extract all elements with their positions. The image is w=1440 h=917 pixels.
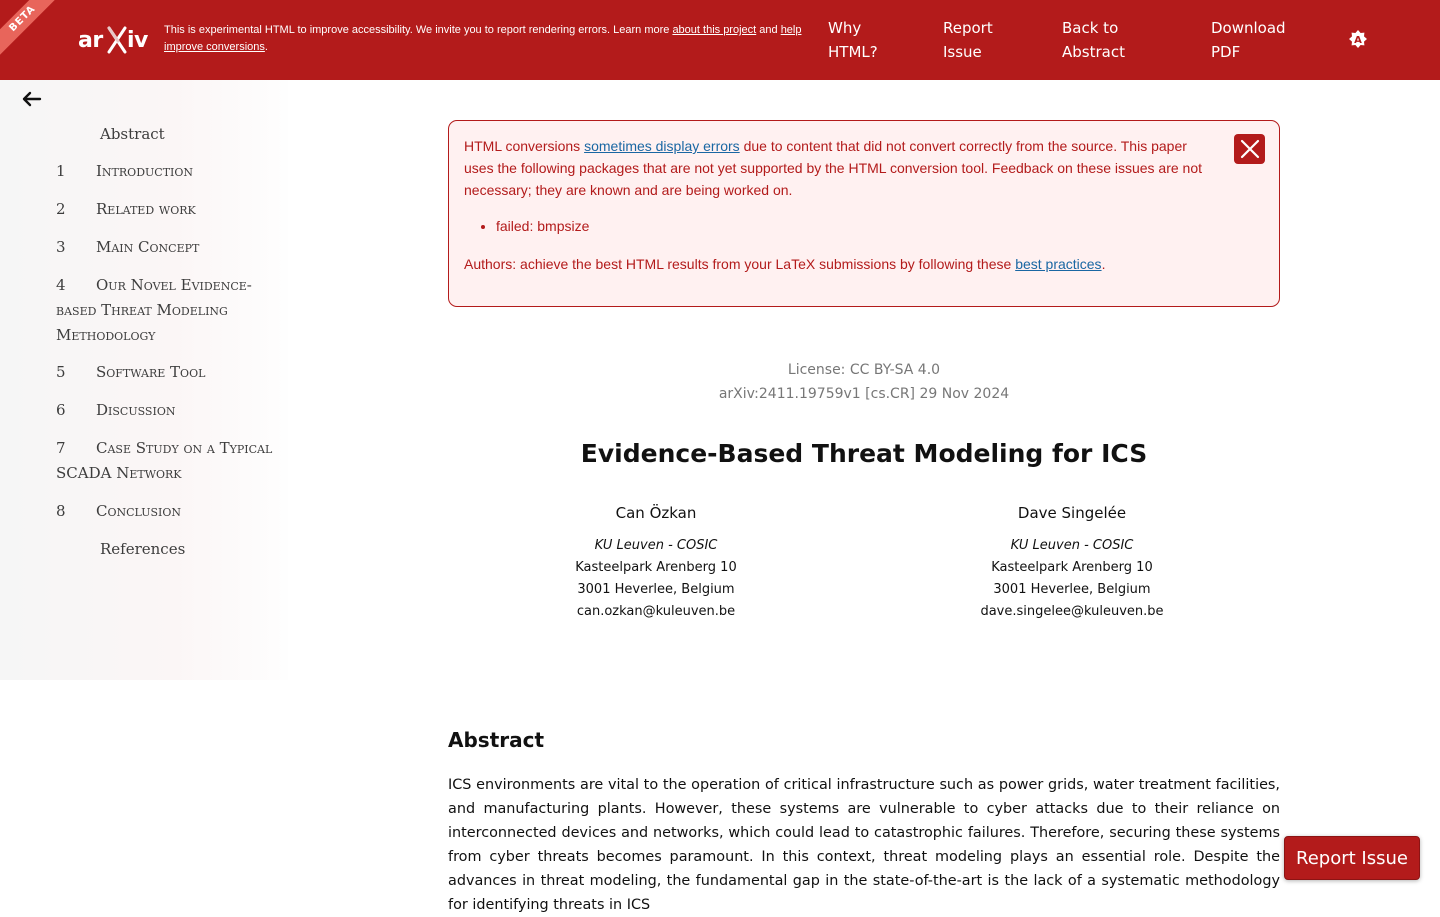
authors-advice <box>464 253 1215 275</box>
toc-label: Related work <box>96 200 196 218</box>
report-issue-button[interactable]: Report Issue <box>1284 836 1420 880</box>
close-error-button[interactable] <box>1234 134 1265 164</box>
toc-item-abstract[interactable] <box>100 122 320 147</box>
table-of-contents <box>0 80 288 680</box>
nav-back-to-abstract[interactable]: Back to Abstract <box>1062 19 1125 61</box>
toc-item-methodology[interactable] <box>56 273 276 348</box>
toc-label: References <box>100 540 186 558</box>
nav-why-html[interactable]: Why HTML? <box>828 19 878 61</box>
author-email: dave.singelee@kuleuven.be <box>980 604 1164 619</box>
toc-item-conclusion[interactable] <box>56 499 276 524</box>
toc-label: Introduction <box>96 162 194 180</box>
theme-toggle-icon[interactable] <box>1348 29 1368 49</box>
author-block <box>864 501 1280 623</box>
toc-label: Software Tool <box>96 363 206 381</box>
toc-label: Our Novel Evidence-based Threat Modeling Methodology <box>56 276 252 344</box>
nav-download-pdf[interactable]: Download PDF <box>1211 19 1286 61</box>
toc-item-discussion[interactable] <box>56 398 276 423</box>
author-email: can.ozkan@kuleuven.be <box>576 604 736 619</box>
svg-text:ar: ar <box>78 28 103 53</box>
author-address: Kasteelpark Arenberg 10 <box>991 560 1153 575</box>
author-affiliation <box>864 535 1280 623</box>
toc-label: Case Study on a Typical SCADA Network <box>56 439 273 482</box>
toc-number: 5 <box>56 363 66 381</box>
notice-text-end: . <box>264 41 268 53</box>
error-message <box>464 135 1215 201</box>
abstract-text: ICS environments are vital to the operation of critical infrastructure such as power grids, water treatment facilities, and manufacturing plants. However, these systems are vulnerable to cyber attacks due to their reliance on interconnected devices and networks, which could lead to catastrophic failures. Therefore, securing these systems from cyber threats becomes paramount. In this context, threat modeling plays an essential role. Despite the advances in threat modeling, the fundamental gap in the state-of-the-art is the lack of a systematic methodology for identifying threats in ICS <box>448 777 1280 913</box>
toc-number: 7 <box>56 439 66 457</box>
notice-text-mid: and <box>756 24 781 36</box>
author-org: KU Leuven - COSIC <box>594 538 718 553</box>
toc-number: 1 <box>56 162 66 180</box>
toc-label: Conclusion <box>96 502 182 520</box>
help-improve-link[interactable]: help improve conversions <box>164 24 802 53</box>
top-header <box>0 0 1440 80</box>
error-text: HTML conversions <box>464 138 585 154</box>
toc-number: 2 <box>56 200 66 218</box>
author-name: Can Özkan <box>615 504 697 522</box>
toc-label: Abstract <box>100 125 165 143</box>
notice-text: This is experimental HTML to improve accessibility. We invite you to report rendering errors. Learn more <box>164 24 673 36</box>
arxiv-logo[interactable] <box>78 22 154 58</box>
author-name: Dave Singelée <box>1017 504 1127 522</box>
author-block <box>448 501 864 623</box>
svg-text:iv: iv <box>127 28 148 53</box>
arrow-left-icon[interactable] <box>20 90 42 108</box>
toc-item-references[interactable] <box>100 537 320 562</box>
paper-title: Evidence-Based Threat Modeling for ICS <box>580 439 1148 468</box>
display-errors-link[interactable]: sometimes display errors <box>584 138 740 154</box>
author-address: Kasteelpark Arenberg 10 <box>575 560 737 575</box>
author-city: 3001 Heverlee, Belgium <box>993 582 1151 597</box>
author-city: 3001 Heverlee, Belgium <box>577 582 735 597</box>
toc-item-software-tool[interactable] <box>56 360 276 385</box>
failed-packages-list <box>496 215 1215 237</box>
beta-ribbon: BETA <box>0 0 61 57</box>
toc-item-introduction[interactable] <box>56 159 276 184</box>
experimental-notice <box>164 22 814 56</box>
authors-advice-text: Authors: achieve the best HTML results from your LaTeX submissions by following these <box>464 256 1016 272</box>
toc-number: 8 <box>56 502 66 520</box>
arxiv-id: arXiv:2411.19759v1 [cs.CR] 29 Nov 2024 <box>718 386 1010 402</box>
license-info <box>448 358 1280 406</box>
toc-item-related-work[interactable] <box>56 197 276 222</box>
toc-number: 4 <box>56 276 66 294</box>
close-icon <box>1240 139 1260 159</box>
svg-text:A: A <box>1354 35 1362 46</box>
best-practices-link[interactable]: best practices <box>1015 256 1102 272</box>
toc-item-main-concept[interactable] <box>56 235 276 260</box>
abstract-heading: Abstract <box>448 728 545 752</box>
toc-label: Discussion <box>96 401 176 419</box>
about-project-link[interactable]: about this project <box>672 24 757 36</box>
toc-label: Main Concept <box>96 238 200 256</box>
conversion-error-box <box>448 120 1280 307</box>
license-text: License: CC BY-SA 4.0 <box>787 362 941 378</box>
toc-number: 6 <box>56 401 66 419</box>
author-org: KU Leuven - COSIC <box>1010 538 1134 553</box>
author-affiliation <box>448 535 864 623</box>
nav-report-issue[interactable]: Report Issue <box>943 19 993 61</box>
toc-number: 3 <box>56 238 66 256</box>
error-text-mid: due to content that did not convert correctly from the source. This paper uses the following packages that are not yet supported by the HTML conversion tool. Feedback on these issues are not necessary; they are known and are being worked on. <box>464 138 1203 198</box>
authors-advice-end: . <box>1101 256 1106 272</box>
toc-item-case-study[interactable] <box>56 436 276 486</box>
list-item: • failed: bmpsize <box>496 215 1215 237</box>
